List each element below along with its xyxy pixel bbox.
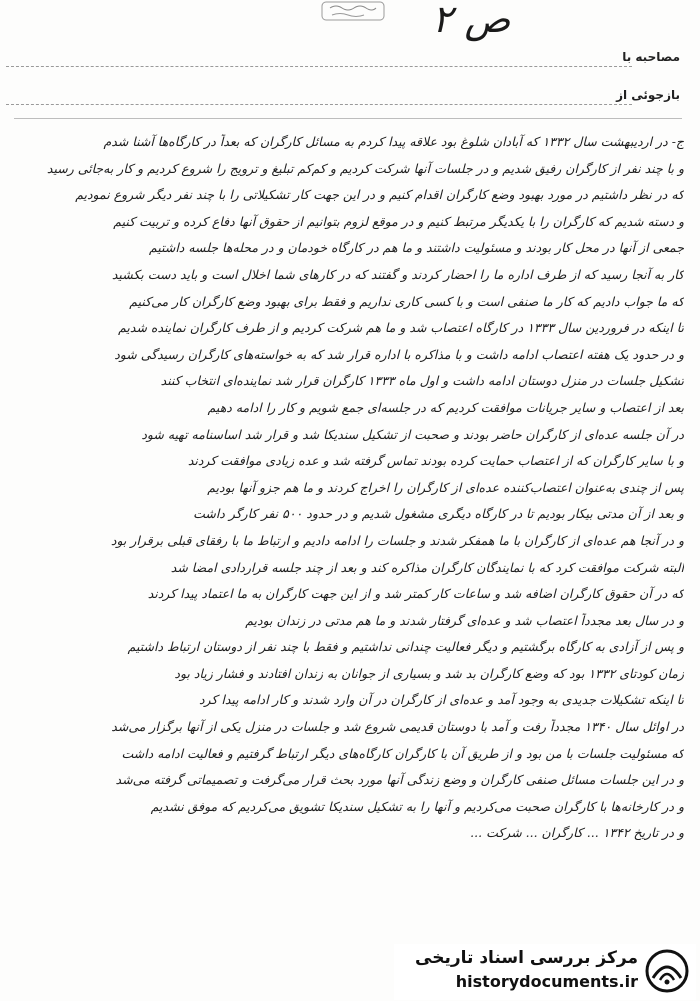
archive-stamp-icon [318,0,388,22]
text-line: تا اینکه تشکیلات جدیدی به وجود آمد و عده‌ای از کارگران در آن وارد شدند و کار ادامه پیدا کرد [198,692,684,708]
text-line: در اوائل سال ۱۳۴۰ مجدداً رفت و آمد با دوستان قدیمی شروع شد و جلسات در منزل یکی از آنها برگزار می‌شد [111,719,684,735]
interviewer-label: بازجوئی از [616,88,680,102]
watermark-site-text: historydocuments.ir [455,972,638,991]
text-line: و بعد از آن مدتی بیکار بودیم تا در کارگاه دیگری مشغول شدیم و در حدود ۵۰۰ نفر کارگر داشت [193,506,684,522]
watermark-persian-text: مرکز بررسی اسناد تاریخی [415,948,638,968]
text-line: جمعی از آنها در محل کار بودند و مسئولیت داشتند و ما هم در کارگاه خودمان و در محله‌ها جلسه داشتیم [149,240,684,256]
interview-label: مصاحبه با [622,50,680,64]
archive-logo-icon [644,948,690,994]
text-line: زمان کودتای ۱۳۳۲ بود که وضع کارگران بد شد و بسیاری از جوانان به زندان افتادند و فشار زیاد بود [174,665,684,681]
archive-watermark [394,944,696,1000]
text-line: ج- در اردیبهشت سال ۱۳۳۲ که آبادان شلوغ بود علاقه پیدا کردم به مسائل کارگران که بعداً در کارگاه‌ها آشنا شدم [103,134,684,149]
text-line: که مسئولیت جلسات با من بود و از طریق آن با کارگران کارگاه‌های دیگر ارتباط گرفتیم و فعالیت ادامه داشت [121,745,684,761]
text-line: و با سایر کارگران که از اعتصاب حمایت کرده بودند تماس گرفته شد و عده زیادی موافقت کردند [187,453,684,469]
text-line: در آن جلسه عده‌ای از کارگران حاضر بودند و صحبت از تشکیل سندیکا شد و قرار شد اساسنامه تهیه شود [141,426,684,442]
handwritten-text-body [24,134,684,852]
text-line: و در تاریخ ۱۳۴۲ ... کارگران ... شرکت ... [470,825,684,841]
text-line: و در حدود یک هفته اعتصاب ادامه داشت و با مذاکره با اداره قرار شد که به خواسته‌های کارگران رسیدگی شود [114,346,684,362]
text-line: بعد از اعتصاب و سایر جریانات موافقت کردیم که در جلسه‌ای جمع شویم و کار را ادامه دهیم [207,399,684,415]
text-line: تا اینکه در فروردین سال ۱۳۳۳ در کارگاه اعتصاب شد و ما هم شرکت کردیم و از طرف کارگران نماینده شدیم [118,320,684,336]
interviewer-dotted-line [6,104,632,105]
text-line: و دسته شدیم که کارگران را با یکدیگر مرتبط کنیم و در موقع لزوم بتوانیم از حقوق آنها دفاع کرده و تربیت کنیم [113,213,684,229]
text-line: کار به آنجا رسید که از طرف اداره ما را احضار کردند و گفتند که در کارهای شما اخلال است و باید دست بکشید [111,266,684,282]
text-line: که ما جواب دادیم که کار ما صنفی است و با کسی کاری نداریم و فقط برای بهبود وضع کارگران کار می‌کنیم [129,293,684,309]
text-line: و در آنجا هم عده‌ای از کارگران با ما همفکر شدند و جلسات را ادامه دادیم و ارتباط ما با رفقای قبلی برقرار بود [110,532,684,548]
text-line: که در نظر داشتیم در مورد بهبود وضع کارگران اقدام کنیم و در این جهت کار تشکیلاتی را با چند نفر دیگر شروع نمودیم [75,187,684,203]
text-line: و در سال بعد مجدداً اعتصاب شد و عده‌ای گرفتار شدند و ما هم مدتی در زندان بودیم [245,612,684,628]
header-separator [14,118,682,119]
text-line: که در آن حقوق کارگران اضافه شد و ساعات کار کمتر شد و از این جهت کارگران به ما اعتماد پیدا کردند [147,586,684,602]
text-line: و در این جلسات مسائل صنفی کارگران و وضع زندگی آنها مورد بحث قرار می‌گرفت و تصمیماتی گرفته می‌شد [115,772,684,788]
interview-dotted-line [6,66,632,67]
page-number: ص ۲ [432,0,511,41]
text-line: پس از چندی به‌عنوان اعتصاب‌کننده عده‌ای از کارگران را اخراج کردند و ما هم جزو آنها بودیم [207,479,684,495]
text-line: و با چند نفر از کارگران رفیق شدیم و در جلسات آنها شرکت کردیم و کم‌کم تبلیغ و ترویج را شروع کردیم و کار به‌جائی رسید [46,160,684,176]
text-line: تشکیل جلسات در منزل دوستان ادامه داشت و اول ماه ۱۳۳۳ کارگران قرار شد نماینده‌ای انتخاب کنند [160,373,684,389]
text-line: و پس از آزادی به کارگاه برگشتیم و دیگر فعالیت چندانی نداشتیم و فقط با چند نفر از دوستان ارتباط داشتیم [127,639,684,655]
text-line: البته شرکت موافقت کرد که با نمایندگان کارگران مذاکره کند و بعد از چند جلسه قراردادی امضا شد [170,559,684,575]
text-line: و در کارخانه‌ها با کارگران صحبت می‌کردیم و آنها را به تشکیل سندیکا تشویق می‌کردیم که موفق نشدیم [150,798,684,814]
